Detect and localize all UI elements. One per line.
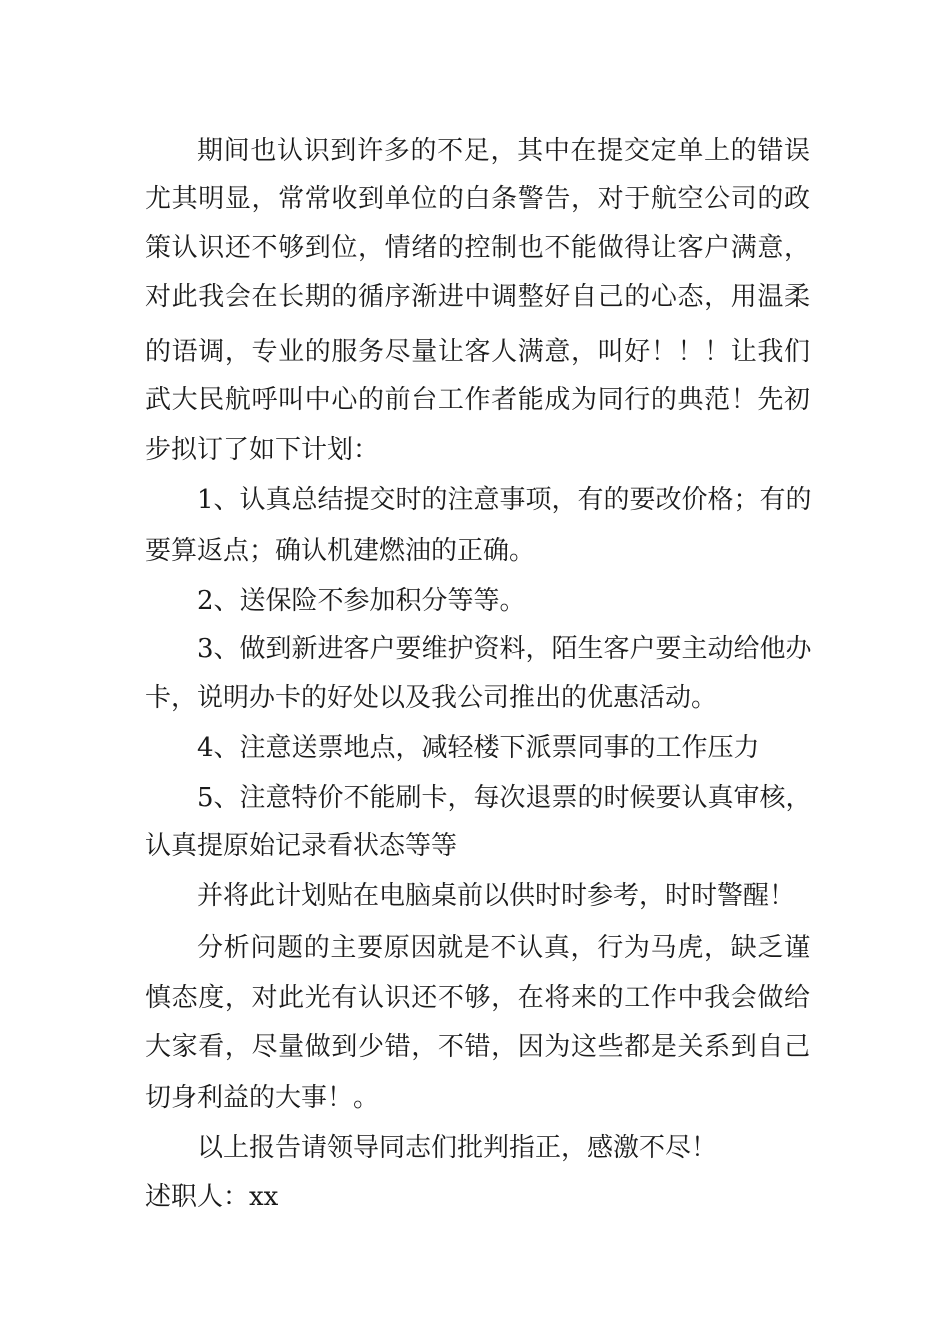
paragraph-line: 尤其明显，常常收到单位的白条警告，对于航空公司的政 [145, 184, 810, 214]
plan-item-line: 卡，说明办卡的好处以及我公司推出的优惠活动。 [145, 683, 718, 713]
plan-item-line: 要算返点；确认机建燃油的正确。 [145, 536, 536, 566]
paragraph-line: 切身利益的大事！。 [145, 1083, 380, 1113]
paragraph-line: 大家看，尽量做到少错，不错，因为这些都是关系到自己 [145, 1032, 810, 1062]
paragraph-line: 策认识还不够到位，情绪的控制也不能做得让客户满意， [145, 233, 810, 263]
paragraph-line: 分析问题的主要原因就是不认真，行为马虎，缺乏谨 [197, 933, 810, 963]
plan-item-line: 5、注意特价不能刷卡，每次退票的时候要认真审核， [197, 783, 812, 813]
plan-item-line: 2、送保险不参加积分等等。 [197, 586, 526, 616]
plan-item-line: 1、认真总结提交时的注意事项，有的要改价格；有的 [197, 485, 812, 515]
closing-line: 以上报告请领导同志们批判指正，感激不尽！ [197, 1133, 718, 1163]
paragraph-line: 慎态度，对此光有认识还不够，在将来的工作中我会做给 [145, 983, 810, 1013]
paragraph-line: 武大民航呼叫中心的前台工作者能成为同行的典范！先初 [145, 385, 810, 415]
paragraph-line: 步拟订了如下计划： [145, 435, 380, 465]
paragraph-line: 并将此计划贴在电脑桌前以供时时参考，时时警醒！ [197, 881, 796, 911]
paragraph-line: 的语调，专业的服务尽量让客人满意，叫好！！！让我们 [145, 337, 810, 367]
paragraph-line: 期间也认识到许多的不足，其中在提交定单上的错误 [197, 136, 810, 166]
signature-line: 述职人：xx [145, 1182, 279, 1212]
paragraph-line: 对此我会在长期的循序渐进中调整好自己的心态，用温柔 [145, 282, 810, 312]
plan-item-line: 4、注意送票地点，减轻楼下派票同事的工作压力 [197, 733, 760, 763]
plan-item-line: 3、做到新进客户要维护资料，陌生客户要主动给他办 [197, 634, 812, 664]
plan-item-line: 认真提原始记录看状态等等 [145, 831, 458, 861]
